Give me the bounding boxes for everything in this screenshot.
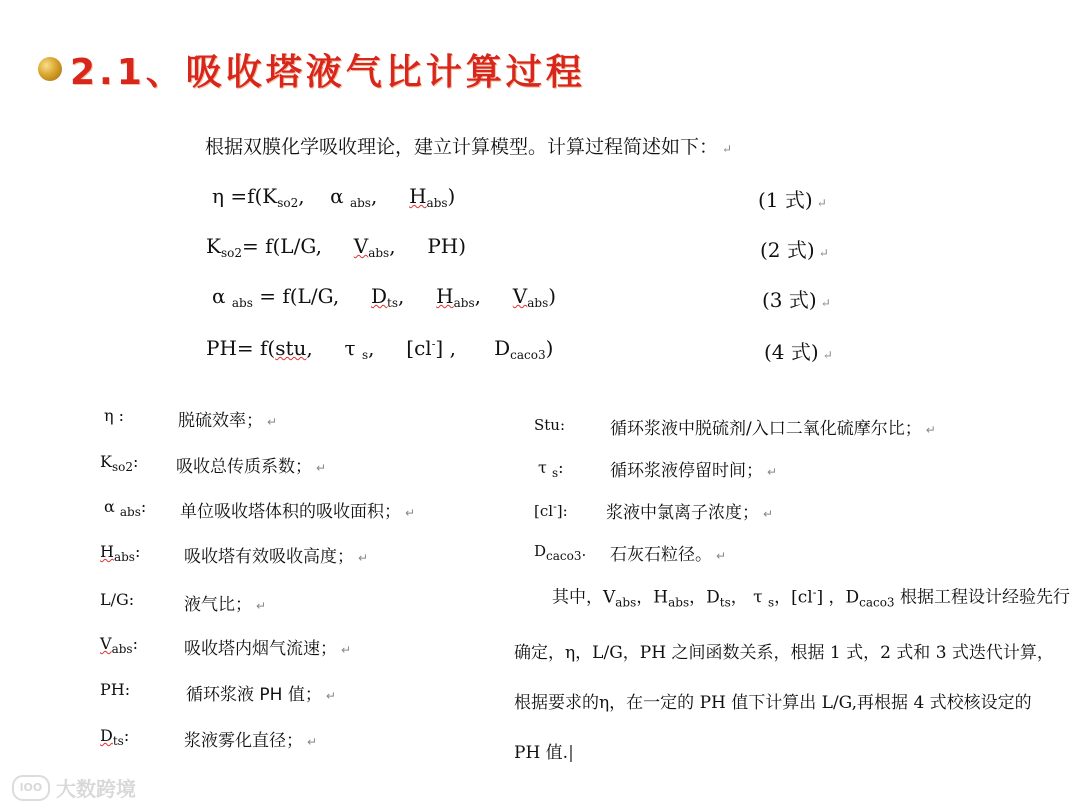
def-symbol-kso2: $K_{so2}$:	[100, 452, 139, 474]
def-symbol-dcaco3: $D_{caco3}$.	[534, 542, 587, 563]
def-desc-kso2: 吸收总传质系数； ↵	[176, 457, 327, 477]
def-symbol-eta: η :	[104, 406, 125, 425]
watermark	[12, 773, 136, 802]
def-desc-stu: 循环浆液中脱硫剂/入口二氧化硫摩尔比； ↵	[610, 419, 936, 439]
def-desc-alpha: 单位吸收塔体积的吸收面积； ↵	[180, 502, 416, 522]
def-desc-dts: 浆液雾化直径； ↵	[184, 731, 318, 751]
def-symbol-alpha: α $_{abs}$:	[104, 497, 147, 519]
def-desc-lg: 液气比； ↵	[184, 595, 267, 615]
paragraph-line-3: 根据要求的η，在一定的 PH 值下计算出 L/G,再根据 4 式校核设定的	[514, 692, 1032, 713]
def-symbol-dts: $D_{ts}$:	[100, 726, 130, 748]
def-desc-ph: 循环浆液 PH 值； ↵	[186, 685, 336, 705]
equation-3: α $_{abs}$ = f(L/G, $D_{ts}$, $H_{abs}$, $V_{abs}$)	[212, 284, 557, 310]
title-row	[38, 44, 586, 94]
def-desc-habs: 吸收塔有效吸收高度； ↵	[184, 547, 369, 567]
def-desc-eta: 脱硫效率； ↵	[178, 411, 278, 431]
def-symbol-stu: Stu:	[534, 416, 566, 434]
def-symbol-ph: PH:	[100, 680, 131, 699]
def-desc-dcaco3: 石灰石粒径。 ↵	[610, 545, 727, 565]
def-symbol-vabs: $V_{abs}$:	[100, 634, 138, 656]
equation-4: PH= f(stu, τ $_s$, [cl-] , $D_{caco3}$)	[206, 336, 554, 362]
paragraph-line-4: PH 值.|	[514, 742, 574, 763]
equation-4-number: (4 式) ↵	[764, 340, 833, 364]
def-desc-tau: 循环浆液停留时间； ↵	[610, 461, 778, 481]
equation-1: $\eta =f(K_{so2}$, α $_{abs}$, $H_{abs}$)	[212, 184, 456, 210]
explanation-paragraph	[514, 568, 1070, 778]
bullet-icon	[38, 57, 62, 81]
intro-text: 根据双膜化学吸收理论，建立计算模型。计算过程简述如下： ↵	[205, 136, 733, 158]
equation-2: $K_{so2}= f(L/G$, $V_{abs}$, PH)	[206, 234, 467, 260]
def-desc-cl: 浆液中氯离子浓度； ↵	[606, 503, 774, 523]
def-symbol-cl: [cl-]:	[534, 500, 568, 520]
page-title: 2.1、吸收塔液气比计算过程	[70, 51, 586, 93]
def-desc-vabs: 吸收塔内烟气流速； ↵	[184, 639, 352, 659]
paragraph-line-1: 其中，$V_{abs}$，$H_{abs}$，$D_{ts}$， τ $_s$，[cl-] ，$D_{caco3}$ 根据工程设计经验先行	[552, 586, 1070, 610]
equation-1-number: (1 式) ↵	[758, 188, 827, 212]
def-symbol-tau: τ $_s$:	[538, 458, 564, 480]
equation-3-number: (3 式) ↵	[762, 288, 831, 312]
def-symbol-habs: $H_{abs}$:	[100, 542, 141, 564]
paragraph-mark-icon: ↵	[722, 142, 733, 156]
equation-2-number: (2 式) ↵	[760, 238, 829, 262]
def-symbol-lg: L/G:	[100, 590, 135, 609]
logo-icon: lOO	[12, 775, 50, 801]
paragraph-line-2: 确定，η，L/G，PH 之间函数关系，根据 1 式，2 式和 3 式迭代计算，	[514, 642, 1054, 663]
watermark-text: 大数跨境	[56, 777, 136, 801]
